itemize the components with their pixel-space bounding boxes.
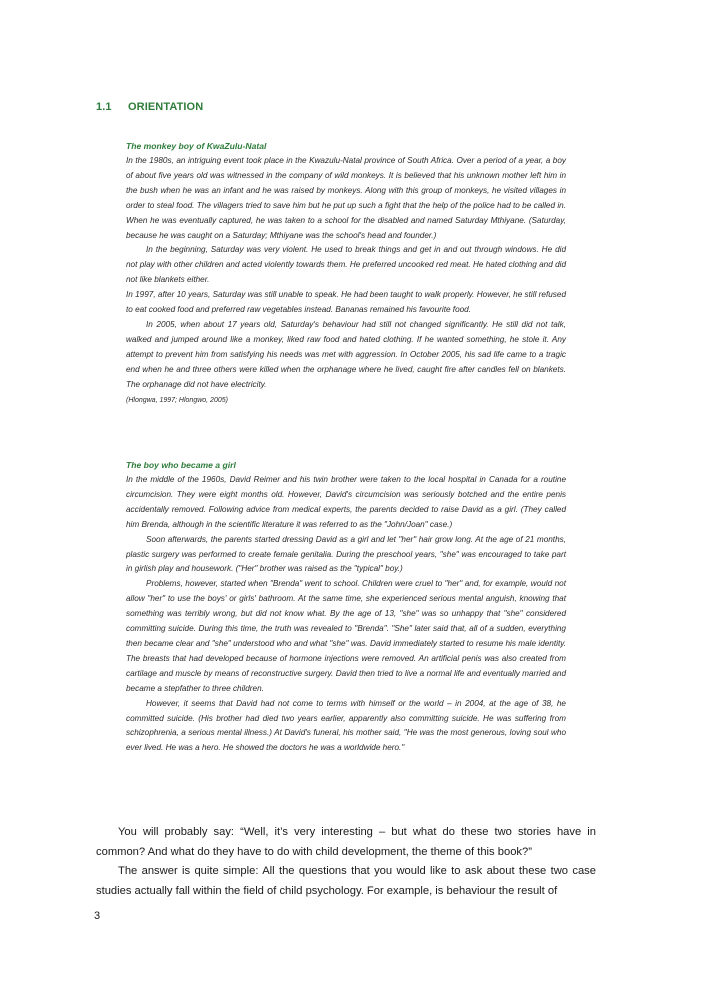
section-number: 1.1 (96, 101, 112, 113)
case-study-paragraph: In 1997, after 10 years, Saturday was still unable to speak. He had been taught to walk properly. However, he still refused to eat cooked food and preferred raw vegetables instead. Bananas remained his favourite food. (126, 290, 566, 315)
case-study-boy-who-became-girl (126, 458, 566, 756)
case-study-title: The boy who became a girl (126, 460, 236, 470)
body-paragraph: The answer is quite simple: All the questions that you would like to ask about these two case studies actually fall within the field of child psychology. For example, is behaviour the result of (96, 865, 596, 897)
page-number: 3 (94, 910, 101, 922)
case-study-paragraph: Problems, however, started when "Brenda" went to school. Children were cruel to "her" and, for example, would not allow "her" to use the boys' or girls' bathroom. At the same time, she experienced serious mental anguish, knowing that something was terribly wrong, but did not know what. By the age of 13, "she" was so unhappy that "she" considered committing suicide. During this time, the truth was revealed to "Brenda". "She" later said that, all of a sudden, everything then became clear and "she" understood who and what "she" was. David immediately started to resume his male identity. The breasts that had developed because of hormone injections were removed. An artificial penis was also created from cartilage and muscle by means of reconstructive surgery. David then tried to live a normal life and eventually married and became a stepfather to three children. (126, 579, 566, 693)
section-heading (96, 101, 203, 113)
case-study-paragraph: In the beginning, Saturday was very violent. He used to break things and get in and out through windows. He did not play with other children and acted violently towards them. He preferred uncooked red meat. He hated clothing and did not like blankets either. (126, 245, 566, 285)
body-text (96, 823, 596, 901)
case-study-paragraph: However, it seems that David had not come to terms with himself or the world – in 2004, at the age of 38, he committed suicide. (His brother had died two years earlier, apparently also committing suicide. He was suffering from schizophrenia, a serious mental illness.) At David's funeral, his mother said, "He was the most generous, loving soul who ever lived. He was a hero. He showed the doctors he was a worldwide hero." (126, 698, 566, 753)
case-study-title: The monkey boy of KwaZulu-Natal (126, 141, 267, 151)
case-study-monkey-boy (126, 139, 566, 407)
case-study-paragraph: Soon afterwards, the parents started dressing David as a girl and let "her" hair grow long. At the age of 21 months, plastic surgery was performed to create female genitalia. During the preschool years, "she" was encouraged to take part in girlish play and housework. ("Her" brother was raised as the "typical" boy.) (126, 534, 566, 574)
case-study-paragraph: In the middle of the 1960s, David Reimer and his twin brother were taken to the local hospital in Canada for a routine circumcision. They were eight months old. However, David's circumcision was seriously botched and the entire penis accidentally removed. Following advice from medical experts, the parents decided to raise David as a girl. (They called him Brenda, although in the scientific literature it was referred to as the "John/Joan" case.) (126, 475, 566, 529)
case-study-paragraph: In the 1980s, an intriguing event took place in the Kwazulu-Natal province of South Africa. Over a period of a year, a boy of about five years old was witnessed in the company of wild monkeys. It is believed that his unknown mother left him in the bush when he was an infant and he was raised by monkeys. Along with this group of monkeys, he visited villages in order to steal food. The villagers tried to save him but he put up such a fight that the help of the police had to be called in. When he was eventually captured, he was taken to a school for the disabled and named Saturday Mthiyane. (Saturday, because he was caught on a Saturday; Mthiyane was the school's head and founder.) (126, 156, 566, 240)
case-study-source: (Hlongwa, 1997; Hlongwo, 2005) (126, 396, 228, 404)
case-study-paragraph: In 2005, when about 17 years old, Saturday's behaviour had still not changed significantly. He still did not talk, walked and jumped around like a monkey, liked raw food and hated clothing. If he wanted something, he stole it. Any attempt to prevent him from satisfying his needs was met with aggression. In October 2005, his sad life came to a tragic end when he and three others were killed when the orphanage where he lived, caught fire after candles fell on blankets. The orphanage did not have electricity. (126, 319, 566, 389)
body-paragraph: You will probably say: “Well, it’s very interesting – but what do these two stories have in common? And what do they have to do with child development, the theme of this book?” (96, 826, 596, 858)
section-title: ORIENTATION (128, 101, 204, 113)
